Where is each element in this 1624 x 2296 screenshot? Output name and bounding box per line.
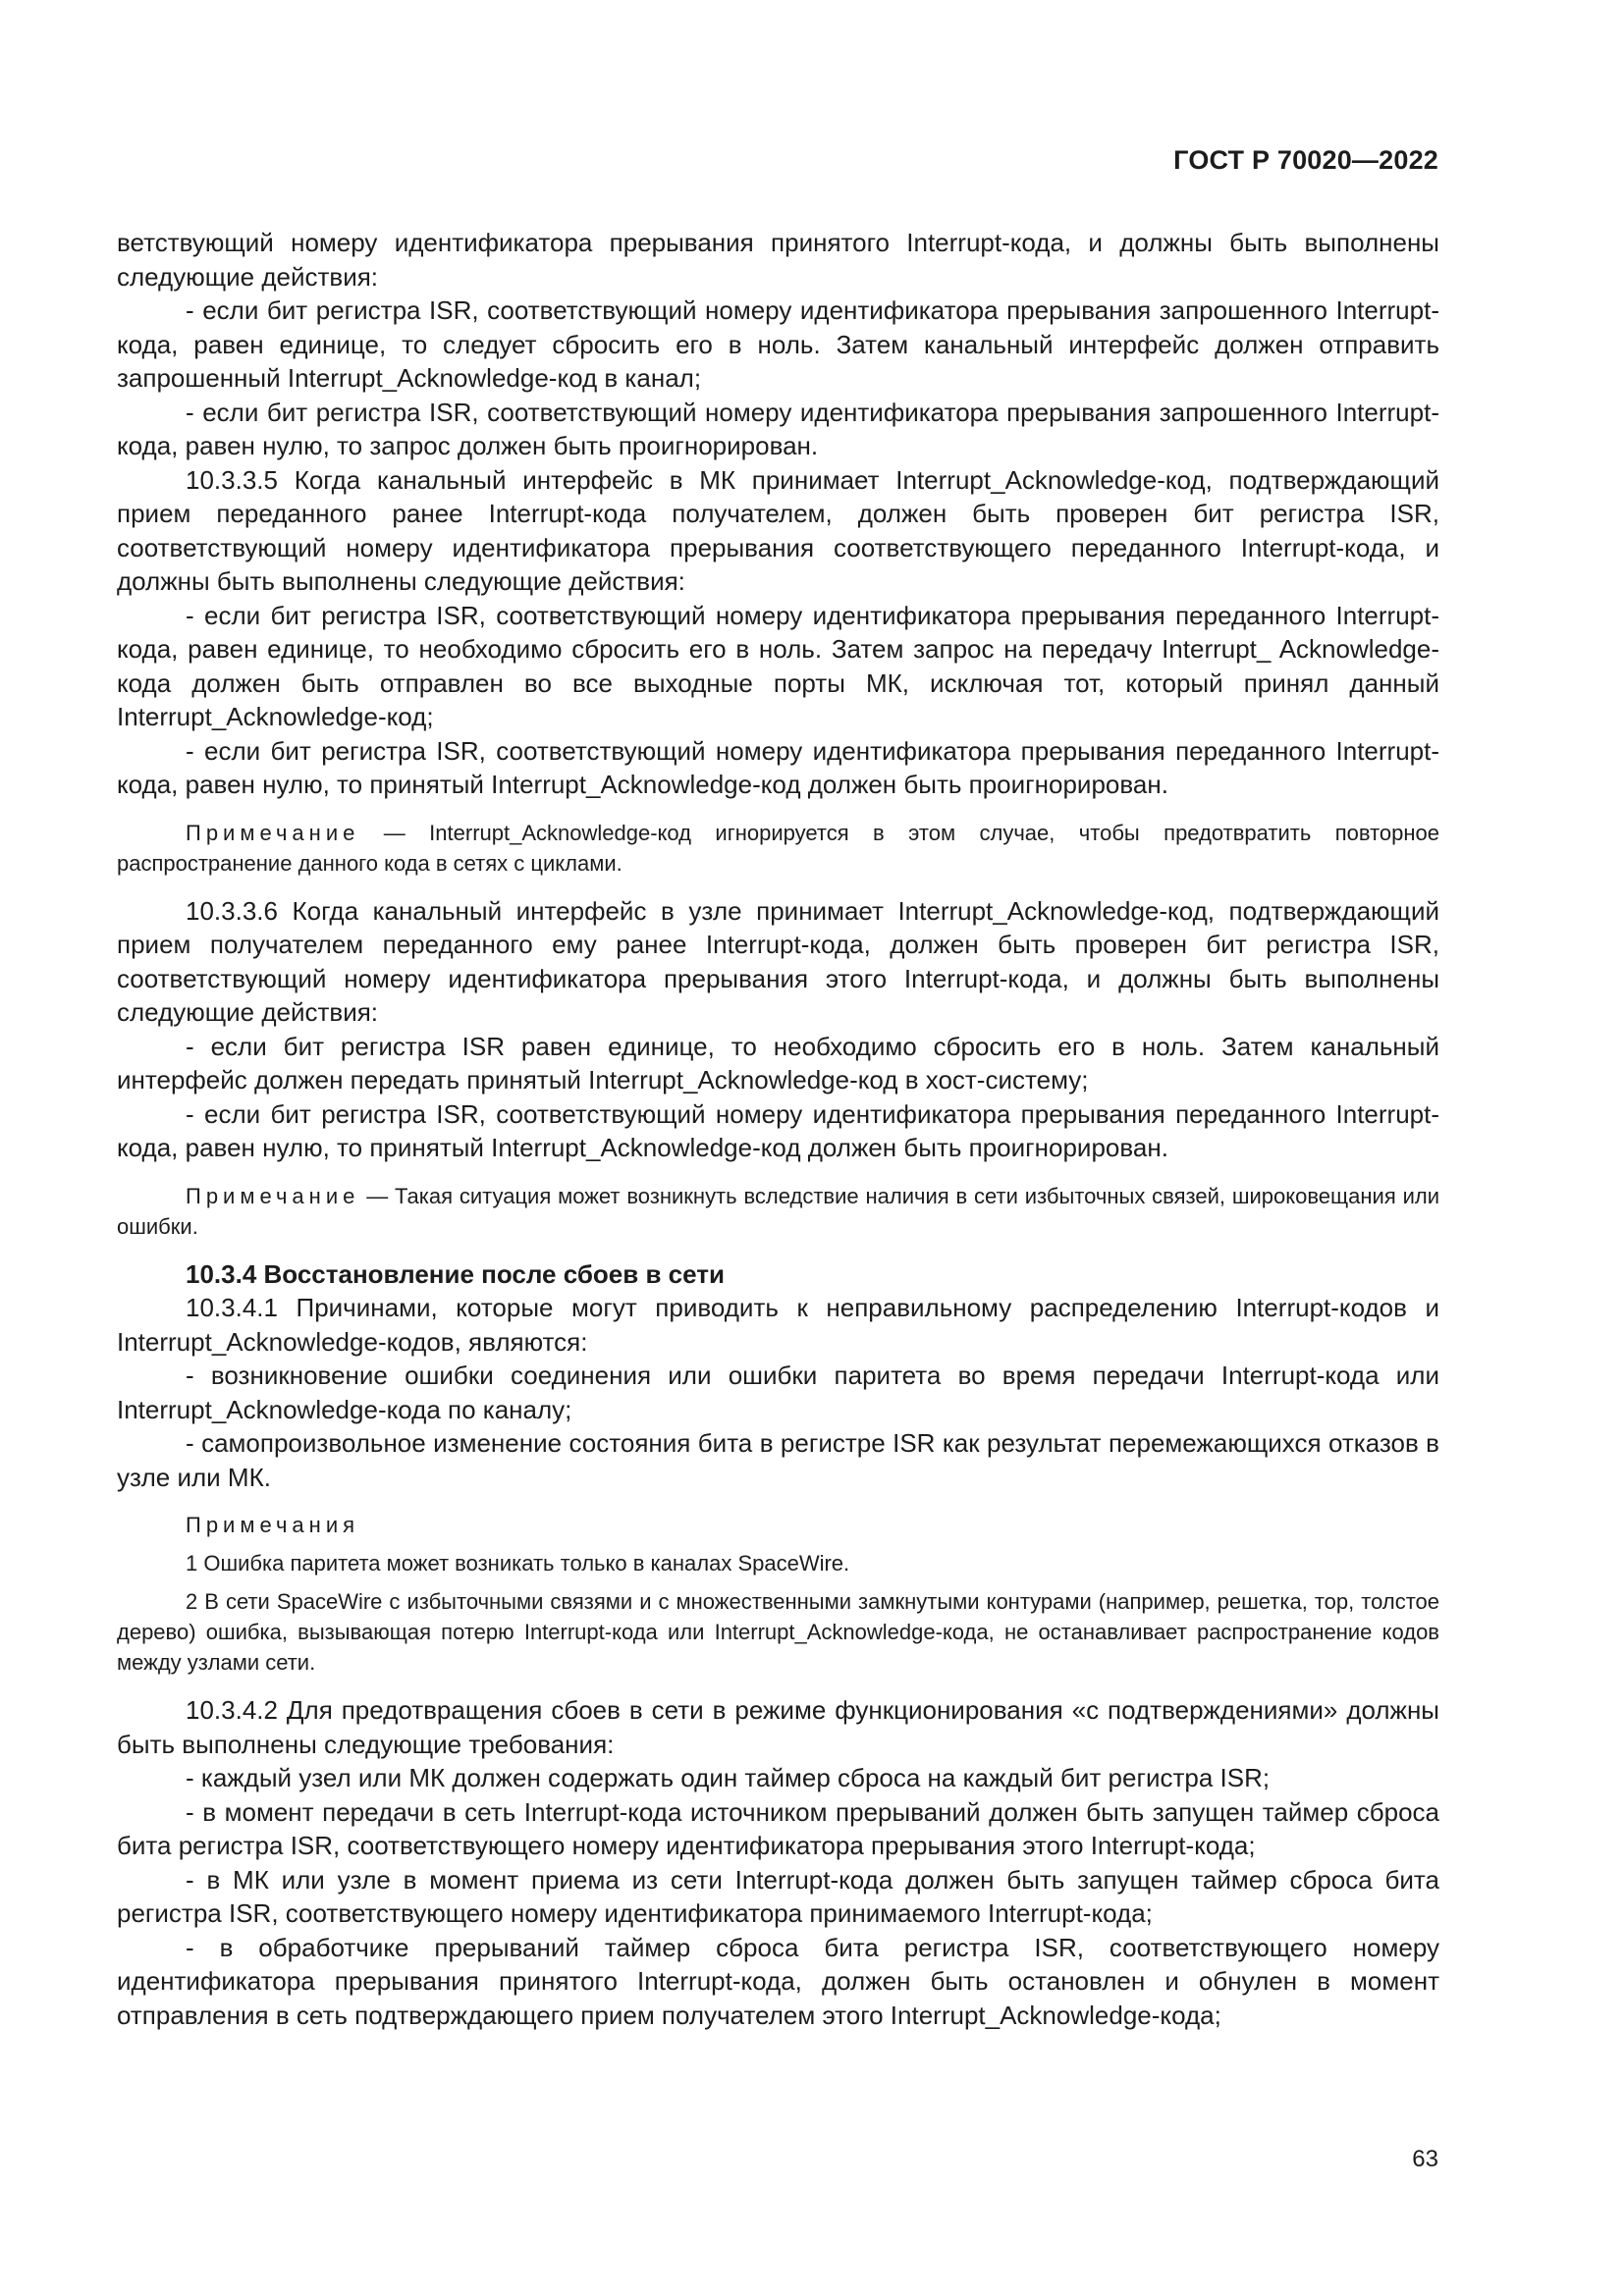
list-item: - если бит регистра ISR равен единице, то необходимо сбросить его в ноль. Затем канальный интерфейс должен передать принятый Interrupt_Acknowledge-код в хост-систему; xyxy=(117,1031,1439,1095)
note-text: — Такая ситуация может возникнуть вследствие наличия в сети избыточных связей, широковещания или ошибки. xyxy=(117,1183,1439,1239)
list-item: - каждый узел или МК должен содержать один таймер сброса на каждый бит регистра ISR; xyxy=(186,1763,1271,1792)
clause-10-3-4-1: 10.3.4.1 Причинами, которые могут приводить к неправильному распределению Interrupt-кодов и Interrupt_Acknowledge-кодов, являются: xyxy=(117,1293,1439,1357)
note-label: Примечание xyxy=(186,820,360,845)
list-item: - если бит регистра ISR, соответствующий номеру идентификатора прерывания запрошенного Interrupt-кода, равен единице, то следует сбросить его в ноль. Затем канальный интерфейс должен отправить запрошенный Interrupt_Acknowledge-код в канал; xyxy=(117,295,1439,393)
list-item: - если бит регистра ISR, соответствующий номеру идентификатора прерывания переданного Interrupt-кода, равен единице, то необходимо сбросить его в ноль. Затем запрос на передачу Interrupt_ Acknowledge-кода должен быть отправлен во все выходные порты МК, исключая тот, который принял данный Interrupt_Acknowledge-код; xyxy=(117,600,1439,731)
paragraph-continuation: ветствующий номеру идентификатора прерывания принятого Interrupt-кода, и должны быть выполнены следующие действия: xyxy=(117,228,1439,292)
list-item: - если бит регистра ISR, соответствующий номеру идентификатора прерывания запрошенного Interrupt-кода, равен нулю, то запрос должен быть проигнорирован. xyxy=(117,397,1439,460)
note-2 xyxy=(117,1181,1439,1242)
note-text: — Interrupt_Acknowledge-код игнорируется в этом случае, чтобы предотвратить повторное распространение данного кода в сетях с циклами. xyxy=(117,820,1439,876)
list-item: - в МК или узле в момент приема из сети Interrupt-кода должен быть запущен таймер сброса бита регистра ISR, соответствующего номеру идентификатора принимаемого Interrupt-кода; xyxy=(117,1864,1439,1928)
section-heading: 10.3.4 Восстановление после сбоев в сети xyxy=(186,1258,725,1289)
list-item: - возникновение ошибки соединения или ошибки паритета во время передачи Interrupt-кода или Interrupt_Acknowledge-кода по каналу; xyxy=(117,1361,1439,1424)
clause-10-3-3-6: 10.3.3.6 Когда канальный интерфейс в узле принимает Interrupt_Acknowledge-код, подтверждающий прием получателем переданного ему ранее Interrupt-кода, должен быть проверен бит регистра ISR, соответствующий номеру идентификатора прерывания этого Interrupt-кода, и должны быть выполнены следующие действия: xyxy=(117,895,1439,1027)
notes-heading xyxy=(117,1510,1439,1540)
page-number: 63 xyxy=(1412,2146,1438,2172)
list-item: - в обработчике прерываний таймер сброса бита регистра ISR, соответствующего номеру идентификатора прерывания принятого Interrupt-кода, должен быть остановлен и обнулен в момент отправления в сеть подтверждающего прием получателем этого Interrupt_Acknowledge-кода; xyxy=(117,1932,1439,2030)
document-number-header: ГОСТ Р 70020—2022 xyxy=(1173,145,1438,175)
note-1 xyxy=(117,818,1439,879)
clause-10-3-4-2: 10.3.4.2 Для предотвращения сбоев в сети в режиме функционирования «с подтверждениями» должны быть выполнены следующие требования: xyxy=(117,1695,1439,1759)
clause-10-3-3-5: 10.3.3.5 Когда канальный интерфейс в МК принимает Interrupt_Acknowledge-код, подтверждающий прием переданного ранее Interrupt-кода получателем, должен быть проверен бит регистра ISR, соответствующий номеру идентификатора прерывания соответствующего переданного Interrupt-кода, и должны быть выполнены следующие действия: xyxy=(117,464,1439,596)
list-item: - самопроизвольное изменение состояния бита в регистре ISR как результат перемежающихся отказов в узле или МК. xyxy=(117,1428,1439,1492)
note-item-1: 1 Ошибка паритета может возникать только в каналах SpaceWire. xyxy=(186,1551,850,1575)
list-item: - если бит регистра ISR, соответствующий номеру идентификатора прерывания переданного Interrupt-кода, равен нулю, то принятый Interrupt_Acknowledge-код должен быть проигнорирован. xyxy=(117,1098,1439,1162)
list-item: - если бит регистра ISR, соответствующий номеру идентификатора прерывания переданного Interrupt-кода, равен нулю, то принятый Interrupt_Acknowledge-код должен быть проигнорирован. xyxy=(117,735,1439,799)
document-body xyxy=(117,226,1439,2032)
notes-label: Примечания xyxy=(186,1513,360,1537)
list-item: - в момент передачи в сеть Interrupt-кода источником прерываний должен быть запущен таймер сброса бита регистра ISR, соответствующего номеру идентификатора прерывания этого Interrupt-кода; xyxy=(117,1796,1439,1860)
note-item-2: 2 В сети SpaceWire с избыточными связями и с множественными замкнутыми контурами (например, решетка, тор, толстое дерево) ошибка, вызывающая потерю Interrupt-кода или Interrupt_Acknowledge-кода, не останавливает распространение кодов между узлами сети. xyxy=(117,1589,1439,1675)
note-label: Примечание xyxy=(186,1183,360,1208)
